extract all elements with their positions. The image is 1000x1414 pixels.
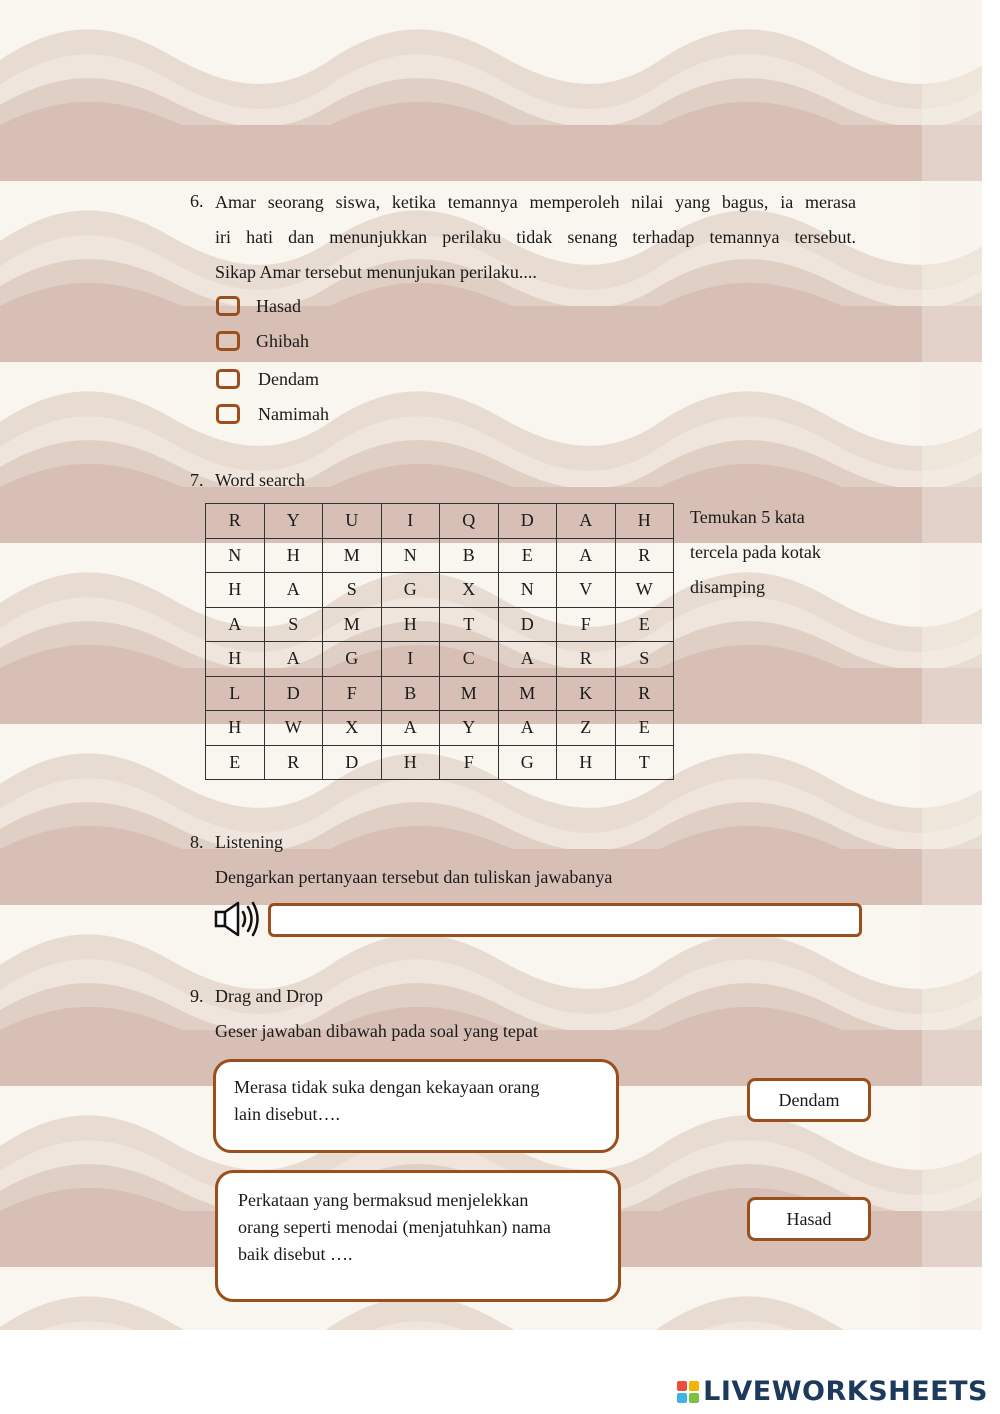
word-search-cell[interactable]: W [615,573,674,608]
question-9-instruction: Geser jawaban dibawah pada soal yang tepat [215,1021,538,1041]
word-search-cell[interactable]: E [615,607,674,642]
option-label: Ghibah [256,330,309,351]
question-6-line-3: Sikap Amar tersebut menunjukan perilaku.... [215,262,537,282]
word-search-cell[interactable]: E [498,538,557,573]
word-search-cell[interactable]: X [440,573,499,608]
word-search-cell[interactable]: E [206,745,265,780]
option-label: Hasad [256,295,301,316]
listening-answer-input[interactable] [268,903,862,937]
word-search-cell[interactable]: A [381,711,440,746]
word-search-cell[interactable]: I [381,504,440,539]
word-search-cell[interactable]: L [206,676,265,711]
option-label: Namimah [258,403,329,424]
word-search-cell[interactable]: R [557,642,616,677]
word-search-cell[interactable]: Y [440,711,499,746]
word-search-cell[interactable]: D [264,676,323,711]
drop-target-card-2[interactable] [215,1170,621,1302]
word-search-cell[interactable]: A [557,538,616,573]
word-search-cell[interactable]: H [206,573,265,608]
word-search-cell[interactable]: E [615,711,674,746]
word-search-cell[interactable]: M [498,676,557,711]
drop-target-card-1[interactable] [213,1059,619,1153]
word-search-cell[interactable]: H [206,711,265,746]
word-search-cell[interactable]: H [615,504,674,539]
question-7-number: 7. [190,470,204,490]
word-search-cell[interactable]: Y [264,504,323,539]
card-text-line: baik disebut …. [238,1244,353,1264]
word-search-cell[interactable]: H [264,538,323,573]
word-search-cell[interactable]: A [498,711,557,746]
word-search-row [206,607,674,642]
checkbox[interactable] [216,331,240,351]
question-6-number: 6. [190,191,204,211]
question-8-instruction: Dengarkan pertanyaan tersebut dan tuliskan jawabanya [215,867,613,887]
option-dendam[interactable] [216,366,319,392]
word-search-cell[interactable]: N [498,573,557,608]
question-6-line-1: Amar seorang siswa, ketika temannya memperoleh nilai yang bagus, ia merasa [215,192,856,212]
card-text-line: Merasa tidak suka dengan kekayaan orang [234,1077,540,1097]
word-search-cell[interactable]: D [498,607,557,642]
question-8-title: Listening [215,832,283,852]
word-search-instruction [690,500,860,605]
liveworksheets-logo [677,1376,988,1407]
word-search-cell[interactable]: D [498,504,557,539]
word-search-cell[interactable]: K [557,676,616,711]
word-search-cell[interactable]: F [323,676,382,711]
word-search-cell[interactable]: F [440,745,499,780]
word-search-cell[interactable]: A [498,642,557,677]
card-text-line: orang seperti menodai (menjatuhkan) nama [238,1217,551,1237]
word-search-cell[interactable]: A [264,642,323,677]
word-search-row [206,711,674,746]
word-search-cell[interactable]: M [323,538,382,573]
instruction-line: Temukan 5 kata [690,507,805,527]
word-search-cell[interactable]: A [206,607,265,642]
speaker-icon[interactable] [214,900,262,938]
word-search-cell[interactable]: F [557,607,616,642]
checkbox[interactable] [216,404,240,424]
word-search-cell[interactable]: M [323,607,382,642]
instruction-line: tercela pada kotak [690,542,821,562]
word-search-cell[interactable]: H [557,745,616,780]
word-search-cell[interactable]: R [264,745,323,780]
word-search-row [206,676,674,711]
question-6-line-2: iri hati dan menunjukkan perilaku tidak senang terhadap temannya tersebut. [215,227,856,247]
word-search-cell[interactable]: B [440,538,499,573]
word-search-cell[interactable]: G [498,745,557,780]
word-search-cell[interactable]: T [440,607,499,642]
word-search-cell[interactable]: T [615,745,674,780]
word-search-cell[interactable]: B [381,676,440,711]
question-7-title: Word search [215,470,306,490]
word-search-cell[interactable]: R [206,504,265,539]
word-search-cell[interactable]: H [381,745,440,780]
word-search-cell[interactable]: C [440,642,499,677]
word-search-cell[interactable]: S [615,642,674,677]
word-search-cell[interactable]: M [440,676,499,711]
card-text-line: lain disebut…. [234,1104,340,1124]
logo-text: LIVEWORKSHEETS [703,1376,988,1407]
question-9-title: Drag and Drop [215,986,323,1006]
word-search-cell[interactable]: U [323,504,382,539]
word-search-cell[interactable]: S [264,607,323,642]
word-search-row [206,642,674,677]
word-search-cell[interactable]: Z [557,711,616,746]
checkbox[interactable] [216,296,240,316]
word-search-cell[interactable]: D [323,745,382,780]
question-9-number: 9. [190,986,204,1006]
word-search-cell[interactable]: V [557,573,616,608]
drag-chip-dendam[interactable]: Dendam [747,1078,871,1122]
word-search-cell[interactable]: X [323,711,382,746]
word-search-cell[interactable]: A [557,504,616,539]
checkbox[interactable] [216,369,240,389]
word-search-grid[interactable] [205,503,674,780]
word-search-cell[interactable]: H [206,642,265,677]
word-search-cell[interactable]: N [381,538,440,573]
word-search-cell[interactable]: R [615,538,674,573]
question-8-number: 8. [190,832,204,852]
word-search-cell[interactable]: R [615,676,674,711]
option-ghibah[interactable] [216,328,309,354]
word-search-cell[interactable]: N [206,538,265,573]
card-text-line: Perkataan yang bermaksud menjelekkan [238,1190,529,1210]
word-search-cell[interactable]: G [381,573,440,608]
word-search-cell[interactable]: Q [440,504,499,539]
word-search-cell[interactable]: I [381,642,440,677]
word-search-row [206,745,674,780]
word-search-row [206,573,674,608]
option-hasad[interactable] [216,293,301,319]
word-search-cell[interactable]: S [323,573,382,608]
word-search-cell[interactable]: H [381,607,440,642]
word-search-row [206,504,674,539]
logo-blocks-icon [677,1381,699,1403]
word-search-row [206,538,674,573]
instruction-line: disamping [690,577,765,597]
drag-chip-hasad[interactable]: Hasad [747,1197,871,1241]
word-search-cell[interactable]: G [323,642,382,677]
word-search-cell[interactable]: A [264,573,323,608]
option-namimah[interactable] [216,401,329,427]
option-label: Dendam [258,368,319,389]
word-search-cell[interactable]: W [264,711,323,746]
